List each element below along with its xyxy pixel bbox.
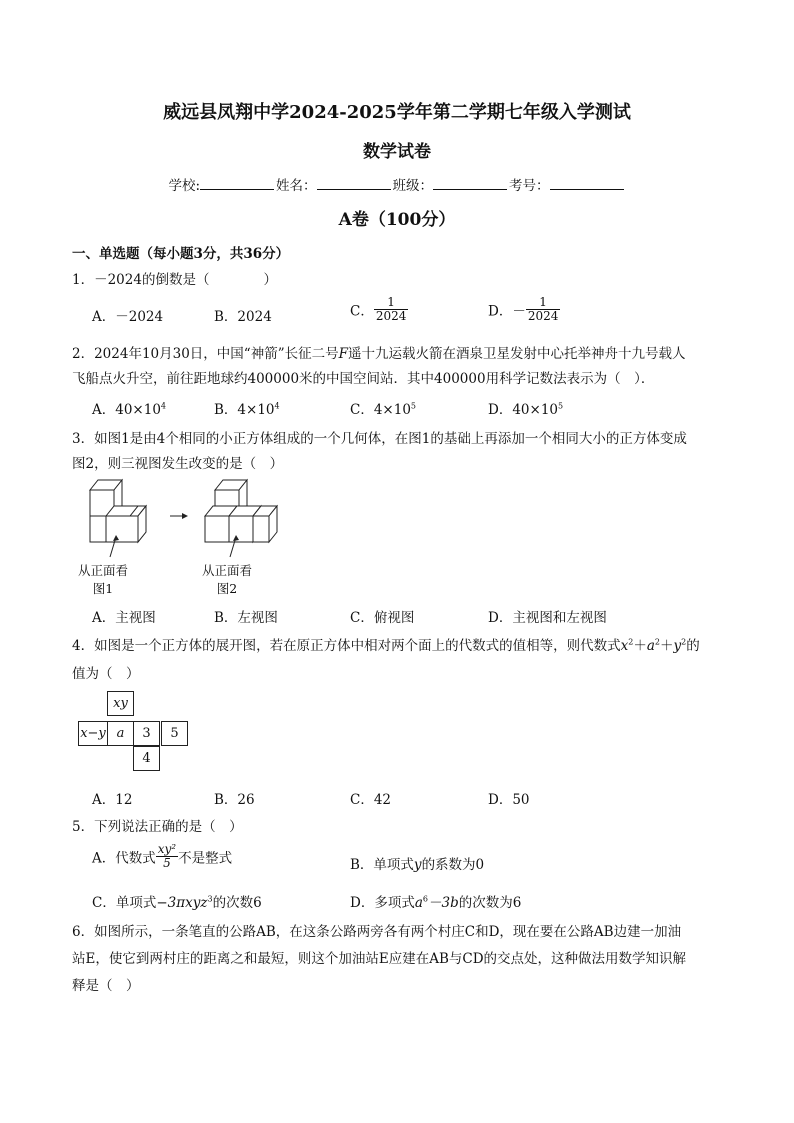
q1-option-a: A．－2024 xyxy=(92,309,164,325)
q3-transform-arrowhead xyxy=(182,513,188,519)
q4-cube-net xyxy=(78,691,190,771)
q3-figure2-cubes xyxy=(205,480,277,542)
exam-number-label: 考号： xyxy=(509,178,550,194)
school-label: 学校: xyxy=(168,178,201,194)
q6-line2: 站E，使它到两村庄的距离之和最短，则这个加油站E应建在AB与CD的交点处，这种做法用数学知识解 xyxy=(72,951,687,967)
q3-option-c: C．俯视图 xyxy=(350,610,415,626)
q5-option-d: D．多项式$a^6-3b$的次数为6 xyxy=(350,894,522,911)
q1-option-b: B．2024 xyxy=(214,309,272,325)
class-label: 班级： xyxy=(392,178,434,194)
q3-figure1-cubes xyxy=(90,480,146,542)
net-cell-bottom: 4 xyxy=(133,746,160,771)
q5-option-a: A．代数式 $\frac{\text{xy²}}{5}$ 不是整式 xyxy=(92,842,233,870)
q2-option-d: D．$40\times 10^5$ xyxy=(488,401,564,418)
q1-option-d: D．－ $\frac{1}{2024}$ xyxy=(488,295,559,323)
q5-stem: 5．下列说法正确的是（ ） xyxy=(72,819,243,835)
section1-heading: 一、单选题（每小题3分，共36分） xyxy=(72,246,290,262)
name-label: 姓名： xyxy=(276,178,317,194)
school-blank[interactable] xyxy=(200,177,274,190)
q2-option-a: A．$40\times 10^4$ xyxy=(92,401,167,418)
q1-option-c-fraction: $\frac{1}{2024}$ xyxy=(375,295,407,323)
q3-figure1-caption: 从正面看 图1 xyxy=(77,563,128,596)
class-blank[interactable] xyxy=(433,177,507,190)
q3-option-b: B．左视图 xyxy=(214,610,278,626)
q3-option-a: A．主视图 xyxy=(92,610,156,626)
q5-option-a-fraction: $\frac{\text{xy²}}{5}$ xyxy=(157,842,177,870)
q4-option-d: D．50 xyxy=(488,792,530,808)
net-cell-center: a xyxy=(107,721,134,746)
q1-option-c: C． $\frac{1}{2024}$ xyxy=(350,295,407,323)
name-blank[interactable] xyxy=(317,177,391,190)
net-cell-right2: 5 xyxy=(161,721,188,746)
q2-option-b: B．$4\times 10^4$ xyxy=(214,401,280,418)
q6-line1: 6．如图所示，一条笔直的公路AB，在这条公路两旁各有两个村庄C和D，现在要在公路AB边建一加油 xyxy=(72,924,682,940)
section-a-heading: A卷（100分） xyxy=(338,210,456,230)
q3-option-d: D．主视图和左视图 xyxy=(488,610,607,626)
student-info-row xyxy=(0,174,794,194)
exam-subtitle: 数学试卷 xyxy=(363,142,431,162)
q5-option-b: B．单项式y的系数为0 xyxy=(350,857,485,873)
net-cell-top: xy xyxy=(107,691,134,716)
net-cell-right1: 3 xyxy=(133,721,160,746)
exam-number-blank[interactable] xyxy=(550,177,624,190)
q4-option-c: C．42 xyxy=(350,792,392,808)
q2-line2: 飞船点火升空，前往距地球约400000米的中国空间站．其中400000用科学记数法表示为（ ）． xyxy=(72,371,655,387)
q3-cube-figures xyxy=(70,475,290,565)
q2-option-c: C．$4\times 10^5$ xyxy=(350,401,417,418)
q2-line1: 2．2024年10月30日，中国“神箭”长征二号F遥十九运载火箭在酒泉卫星发射中心托举神舟十九号载人 xyxy=(72,346,686,362)
q6-line3: 释是（ ） xyxy=(72,978,140,994)
q4-line1: 4．如图是一个正方体的展开图，若在原正方体中相对两个面上的代数式的值相等，则代数式$x^2+a^2+y^2$的 xyxy=(72,637,700,654)
q1-option-d-fraction: $\frac{1}{2024}$ xyxy=(527,295,559,323)
q3-figure2-caption: 从正面看 图2 xyxy=(201,563,252,596)
q3-line1: 3．如图1是由4个相同的小正方体组成的一个几何体，在图1的基础上再添加一个相同大小的正方体变成 xyxy=(72,431,687,447)
q4-option-a: A．12 xyxy=(92,792,133,808)
q4-option-b: B．26 xyxy=(214,792,255,808)
q1-stem: 1．－2024的倒数是（ ） xyxy=(72,272,277,288)
net-cell-left: x−y xyxy=(78,721,108,746)
q5-option-c: C．单项式−3πxyz$^3$的次数6 xyxy=(92,894,262,911)
q3-line2: 图2，则三视图发生改变的是（ ） xyxy=(72,456,284,472)
q4-line2: 值为（ ） xyxy=(72,666,140,682)
exam-title: 威远县凤翔中学2024-2025学年第二学期七年级入学测试 xyxy=(163,102,631,123)
